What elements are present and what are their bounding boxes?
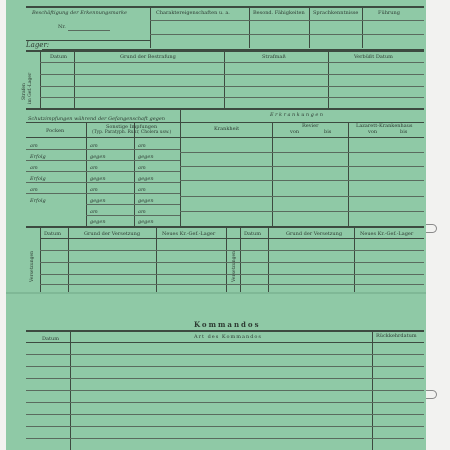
row-sonstige-5: am [90, 187, 98, 193]
rule [40, 86, 424, 87]
label-sprachkenntnisse: Sprachkenntnisse [313, 10, 359, 16]
side-label-strafen-1: Strafen [22, 83, 27, 100]
row-sonstige-2: gegen [90, 154, 106, 160]
rule [26, 182, 180, 183]
row-sonst2-6: gegen [138, 198, 154, 204]
rule [40, 262, 424, 263]
row-pocken-1: am [30, 143, 38, 149]
rule [74, 50, 75, 108]
col-pocken: Pocken [46, 128, 65, 134]
rule [180, 211, 424, 212]
rule [26, 426, 424, 427]
schutz-title: Schutzimpfungen während der Gefangenschaft gegen [28, 116, 166, 122]
rule [26, 402, 424, 403]
col-lazarett: Lazarett-Krankenhaus [356, 123, 413, 129]
rule [180, 110, 181, 226]
rule [26, 193, 180, 194]
col-strafen-verbuesst: Verbüßt Datum [354, 54, 393, 60]
row-sonst2-3: am [138, 165, 146, 171]
rule [26, 137, 424, 138]
rule [40, 238, 424, 239]
row-pocken-6: Erfolg [30, 198, 46, 204]
row-sonstige-4: gegen [90, 176, 106, 182]
rule [309, 6, 310, 48]
col-revier-von: von [290, 129, 300, 135]
nr-line [68, 30, 110, 31]
rule [180, 196, 424, 197]
row-pocken-3: am [30, 165, 38, 171]
label-fuehrung: Führung [378, 10, 400, 16]
row-sonst2-7: am [138, 209, 146, 215]
rule [26, 414, 424, 415]
label-faehigkeiten: Besond. Fähigkeiten [253, 10, 305, 16]
rule [26, 108, 424, 110]
col-revier: Revier [302, 123, 319, 129]
rule [26, 6, 424, 8]
row-pocken-4: Erfolg [30, 176, 46, 182]
binder-hole-bottom [426, 390, 437, 399]
row-sonst2-8: gegen [138, 219, 154, 225]
rule [224, 50, 225, 108]
row-sonst2-1: am [138, 143, 146, 149]
rule [180, 166, 424, 167]
col-revier-bis: bis [324, 129, 332, 135]
col-vers-datum-r: Datum [244, 231, 261, 237]
rule [150, 34, 424, 35]
rule [40, 50, 41, 108]
col-vers-grund-l: Grund der Versetzung [84, 231, 141, 237]
rule [26, 330, 424, 332]
rule [26, 378, 424, 379]
record-card [6, 0, 426, 450]
rule [40, 274, 424, 275]
rule [26, 226, 424, 228]
col-laz-von: von [368, 129, 378, 135]
binder-hole-top [426, 224, 437, 233]
rule [180, 152, 424, 153]
row-sonst2-2: gegen [138, 154, 154, 160]
label-beschaeftigung: Beschäftigung der Erkennungsmarke [32, 10, 128, 16]
rule [249, 6, 250, 48]
rule [40, 74, 424, 75]
row-sonst2-5: am [138, 187, 146, 193]
rule [86, 204, 180, 205]
col-kom-art: Art des Kommandos [194, 334, 262, 340]
side-label-versetzungen-left: Versetzungen [30, 250, 35, 282]
col-laz-bis: bis [400, 129, 408, 135]
rule [40, 250, 424, 251]
col-sonstige-1: Sonstige Impfungen [106, 124, 158, 130]
label-charakter: Charaktereigenschaften u. a. [156, 10, 230, 16]
rule [180, 180, 424, 181]
rule [26, 354, 424, 355]
rule [328, 50, 329, 108]
rule [26, 438, 424, 439]
rule [150, 6, 151, 48]
rule [26, 50, 424, 52]
rule [150, 20, 424, 21]
col-sonstige-2: (Typ. Paratyph. Ruhr, Cholera usw.) [92, 130, 172, 135]
col-krankheit: Krankheit [214, 126, 240, 132]
rule [86, 215, 180, 216]
rule [40, 97, 424, 98]
row-pocken-2: Erfolg [30, 154, 46, 160]
col-kom-rueckkehr: Rückkehrdatum [376, 333, 417, 339]
rule [40, 284, 424, 285]
col-vers-neues-l: Neues Kr.-Gef.-Lager [162, 231, 216, 237]
col-kom-datum: Datum [42, 336, 59, 342]
rule [26, 149, 180, 150]
col-strafen-grund: Grund der Bestrafung [120, 54, 176, 60]
side-label-versetzungen-right: Versetzungen [232, 250, 237, 282]
row-pocken-5: am [30, 187, 38, 193]
side-label-strafen-2: im Gef.-Lager [28, 72, 33, 104]
row-sonst2-4: gegen [138, 176, 154, 182]
rule [40, 62, 424, 63]
kommandos-title: Kommandos [194, 320, 261, 329]
row-sonstige-6: gegen [90, 198, 106, 204]
erkrankungen-title: Erkrankungen [270, 112, 325, 118]
col-vers-datum-l: Datum [44, 231, 61, 237]
label-lager: Lager: [26, 41, 50, 49]
col-strafen-datum: Datum [50, 54, 67, 60]
rule [26, 171, 180, 172]
rule [26, 342, 424, 343]
col-strafen-strafmass: Strafmaß [262, 54, 286, 60]
label-nr: Nr. [58, 24, 66, 30]
rule [362, 6, 363, 48]
rule [26, 390, 424, 391]
row-sonstige-3: am [90, 165, 98, 171]
rule [26, 366, 424, 367]
col-vers-neues-r: Neues Kr.-Gef.-Lager [360, 231, 414, 237]
row-sonstige-1: am [90, 143, 98, 149]
col-vers-grund-r: Grund der Versetzung [286, 231, 343, 237]
rule [26, 160, 180, 161]
fold-crease [6, 292, 426, 294]
row-sonstige-7: am [90, 209, 98, 215]
row-sonstige-8: gegen [90, 219, 106, 225]
